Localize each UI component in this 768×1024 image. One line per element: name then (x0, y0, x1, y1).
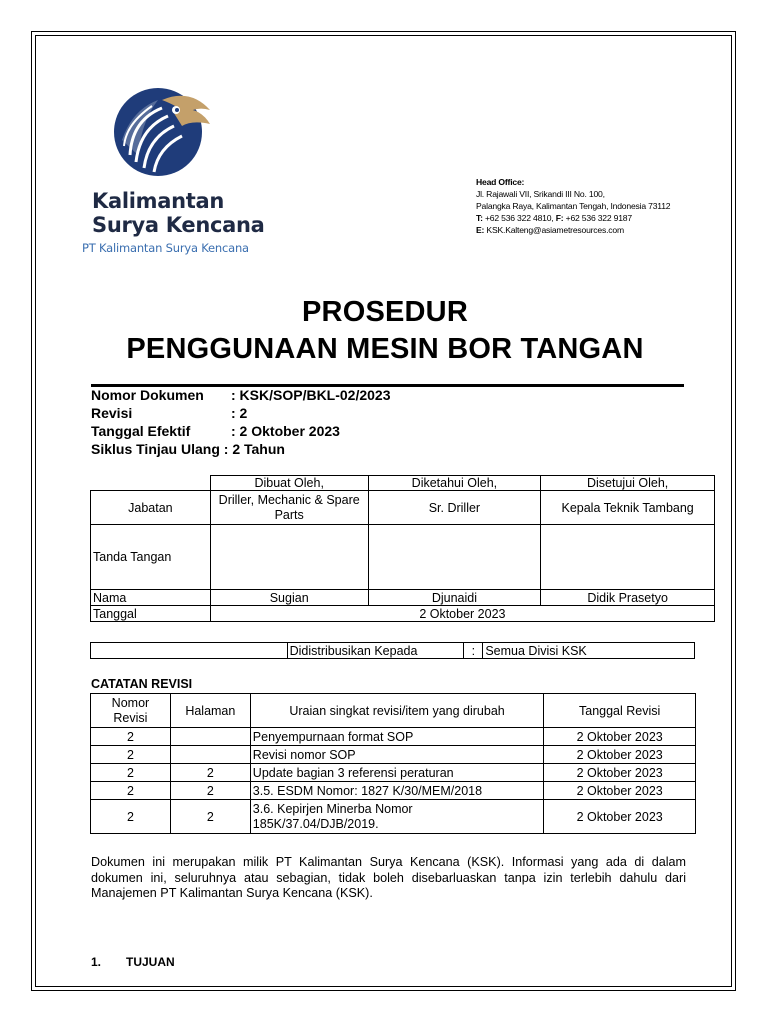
meta-siklus: Siklus Tinjau Ulang : 2 Tahun (91, 441, 285, 457)
address-line-1: Jl. Rajawali VII, Srikandi III No. 100, (476, 189, 605, 199)
doc-title-line1: PROSEDUR (302, 296, 468, 328)
signature-box (210, 525, 368, 590)
meta-revisi: Revisi : 2 (91, 405, 248, 421)
head-office-label: Head Office: (476, 177, 525, 187)
head-office-block (476, 176, 670, 236)
doc-title-line2: PENGGUNAAN MESIN BOR TANGAN (126, 333, 644, 365)
approval-tanggal-row: Tanggal 2 Oktober 2023 (91, 606, 715, 622)
distribution-value: Semua Divisi KSK (483, 643, 695, 659)
distribution-label: Didistribusikan Kepada (287, 643, 464, 659)
section-heading: 1. TUJUAN (91, 955, 175, 969)
company-subtitle: PT Kalimantan Surya Kencana (82, 241, 249, 255)
table-row: 2 2 3.6. Kepirjen Minerba Nomor 185K/37.04/DJB/2019. 2 Oktober 2023 (91, 800, 696, 834)
approval-signature-row: Tanda Tangan (91, 525, 715, 590)
approval-jabatan-row: Jabatan Driller, Mechanic & Spare Parts Sr. Driller Kepala Teknik Tambang (91, 491, 715, 525)
table-row: 2 2 Update bagian 3 referensi peraturan 2 Oktober 2023 (91, 764, 696, 782)
phone-fax-line: T: +62 536 322 4810, F: +62 536 322 9187 (476, 213, 632, 223)
signature-box (541, 525, 715, 590)
revision-header-row: Nomor Revisi Halaman Uraian singkat revisi/item yang dirubah Tanggal Revisi (91, 694, 696, 728)
revision-heading: CATATAN REVISI (91, 677, 193, 691)
company-logo-icon (112, 80, 212, 180)
disclaimer-paragraph: Dokumen ini merupakan milik PT Kalimantan Surya Kencana (KSK). Informasi yang ada di dalam dokumen ini, seluruhnya atau sebagian, tidak boleh disebarluaskan tanpa izin terlebih dahulu dari Manajemen PT Kalimantan Surya Kencana (KSK). (91, 855, 686, 900)
address-line-2: Palangka Raya, Kalimantan Tengah, Indonesia 73112 (476, 201, 671, 211)
table-row: 2 Penyempurnaan format SOP 2 Oktober 2023 (91, 728, 696, 746)
approval-nama-row: Nama Sugian Djunaidi Didik Prasetyo (91, 590, 715, 606)
table-row: 2 2 3.5. ESDM Nomor: 1827 K/30/MEM/2018 2 Oktober 2023 (91, 782, 696, 800)
distribution-table: Didistribusikan Kepada : Semua Divisi KSK (90, 642, 695, 659)
table-row: 2 Revisi nomor SOP 2 Oktober 2023 (91, 746, 696, 764)
meta-tanggal-efektif: Tanggal Efektif : 2 Oktober 2023 (91, 423, 340, 439)
revision-table (90, 693, 696, 834)
meta-nomor: Nomor Dokumen : KSK/SOP/BKL-02/2023 (91, 387, 391, 403)
email-line: E: KSK.Kalteng@asiametresources.com (476, 225, 624, 235)
signature-box (368, 525, 541, 590)
company-name: Kalimantan Surya Kencana (92, 189, 265, 237)
approval-header-row: Dibuat Oleh, Diketahui Oleh, Disetujui Oleh, (91, 476, 715, 491)
approval-table (90, 475, 715, 622)
